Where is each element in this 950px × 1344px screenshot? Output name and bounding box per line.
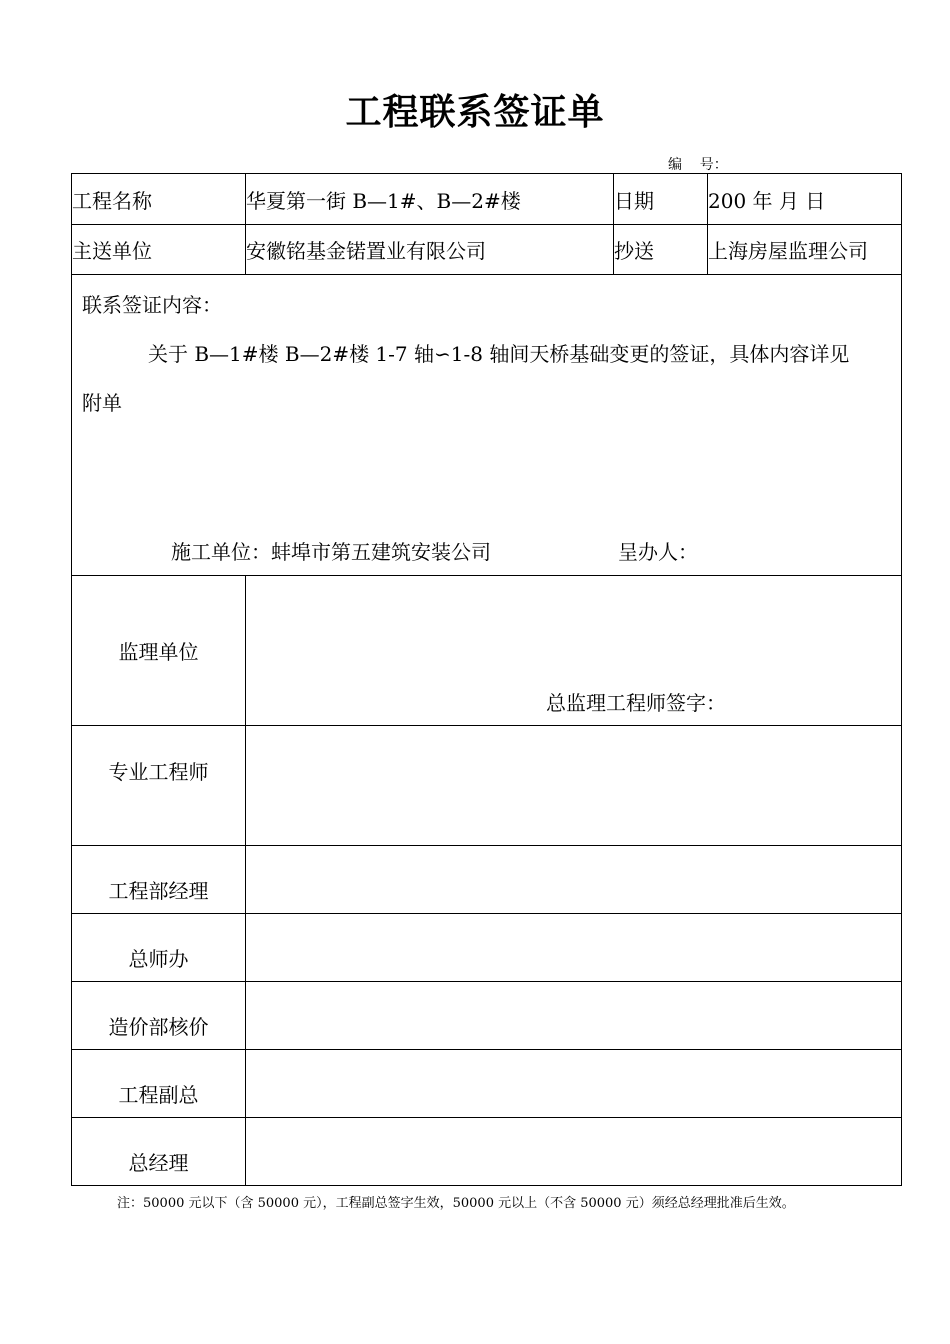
- dept-manager-sign-cell[interactable]: [246, 846, 902, 914]
- visa-form-table: [71, 173, 902, 1186]
- project-row: [72, 174, 902, 225]
- chief-office-label: 总师办: [128, 947, 189, 971]
- gm-label-cell: [72, 1118, 246, 1186]
- gm-row: [72, 1118, 902, 1186]
- content-cell[interactable]: [72, 275, 902, 576]
- gm-sign-cell[interactable]: [246, 1118, 902, 1186]
- specialist-row: [72, 726, 902, 846]
- cost-dept-sign-cell[interactable]: [246, 982, 902, 1050]
- dept-manager-label: 工程部经理: [108, 879, 209, 903]
- submitter-label: 呈办人：: [618, 540, 698, 564]
- specialist-label-cell: [72, 726, 246, 846]
- supervision-sign-cell[interactable]: [246, 576, 902, 726]
- project-name-value[interactable]: 华夏第一街 B—1#、B—2#楼: [246, 174, 614, 225]
- cc-label: 抄送: [614, 225, 708, 275]
- deputy-gm-label: 工程副总: [118, 1083, 199, 1107]
- cost-dept-row: [72, 982, 902, 1050]
- dept-manager-row: [72, 846, 902, 914]
- project-name-label: 工程名称: [72, 174, 246, 225]
- dept-manager-label-cell: [72, 846, 246, 914]
- content-text-line2: 附单: [82, 391, 122, 415]
- chief-office-label-cell: [72, 914, 246, 982]
- cost-dept-label: 造价部核价: [108, 1015, 209, 1039]
- cost-dept-label-cell: [72, 982, 246, 1050]
- deputy-gm-sign-cell[interactable]: [246, 1050, 902, 1118]
- sender-row: [72, 225, 902, 275]
- serial-number-label: 编 号：: [668, 157, 728, 173]
- cc-value[interactable]: 上海房屋监理公司: [708, 225, 902, 275]
- chief-office-row: [72, 914, 902, 982]
- content-label: 联系签证内容：: [82, 293, 222, 317]
- sender-label: 主送单位: [72, 225, 246, 275]
- page-title: 工程联系签证单: [345, 91, 605, 133]
- contractor-text: 施工单位：蚌埠市第五建筑安装公司: [171, 540, 491, 564]
- sender-value[interactable]: 安徽铭基金锘置业有限公司: [246, 225, 614, 275]
- chief-office-sign-cell[interactable]: [246, 914, 902, 982]
- chief-engineer-sign-label: 总监理工程师签字：: [546, 691, 726, 715]
- content-text-line1: 关于 B—1#楼 B—2#楼 1-7 轴∽1-8 轴间天桥基础变更的签证，具体内容详见: [148, 342, 850, 366]
- footnote: 注：50000 元以下（含 50000 元），工程副总签字生效，50000 元以上（不含 50000 元）须经总经理批准后生效。: [117, 1196, 795, 1211]
- date-label: 日期: [614, 174, 708, 225]
- supervision-row: [72, 576, 902, 726]
- specialist-sign-cell[interactable]: [246, 726, 902, 846]
- specialist-label: 专业工程师: [108, 760, 209, 784]
- supervision-label: 监理单位: [72, 576, 246, 726]
- date-value[interactable]: 200 年 月 日: [708, 174, 902, 225]
- content-row: [72, 275, 902, 576]
- gm-label: 总经理: [128, 1151, 189, 1175]
- deputy-gm-row: [72, 1050, 902, 1118]
- deputy-gm-label-cell: [72, 1050, 246, 1118]
